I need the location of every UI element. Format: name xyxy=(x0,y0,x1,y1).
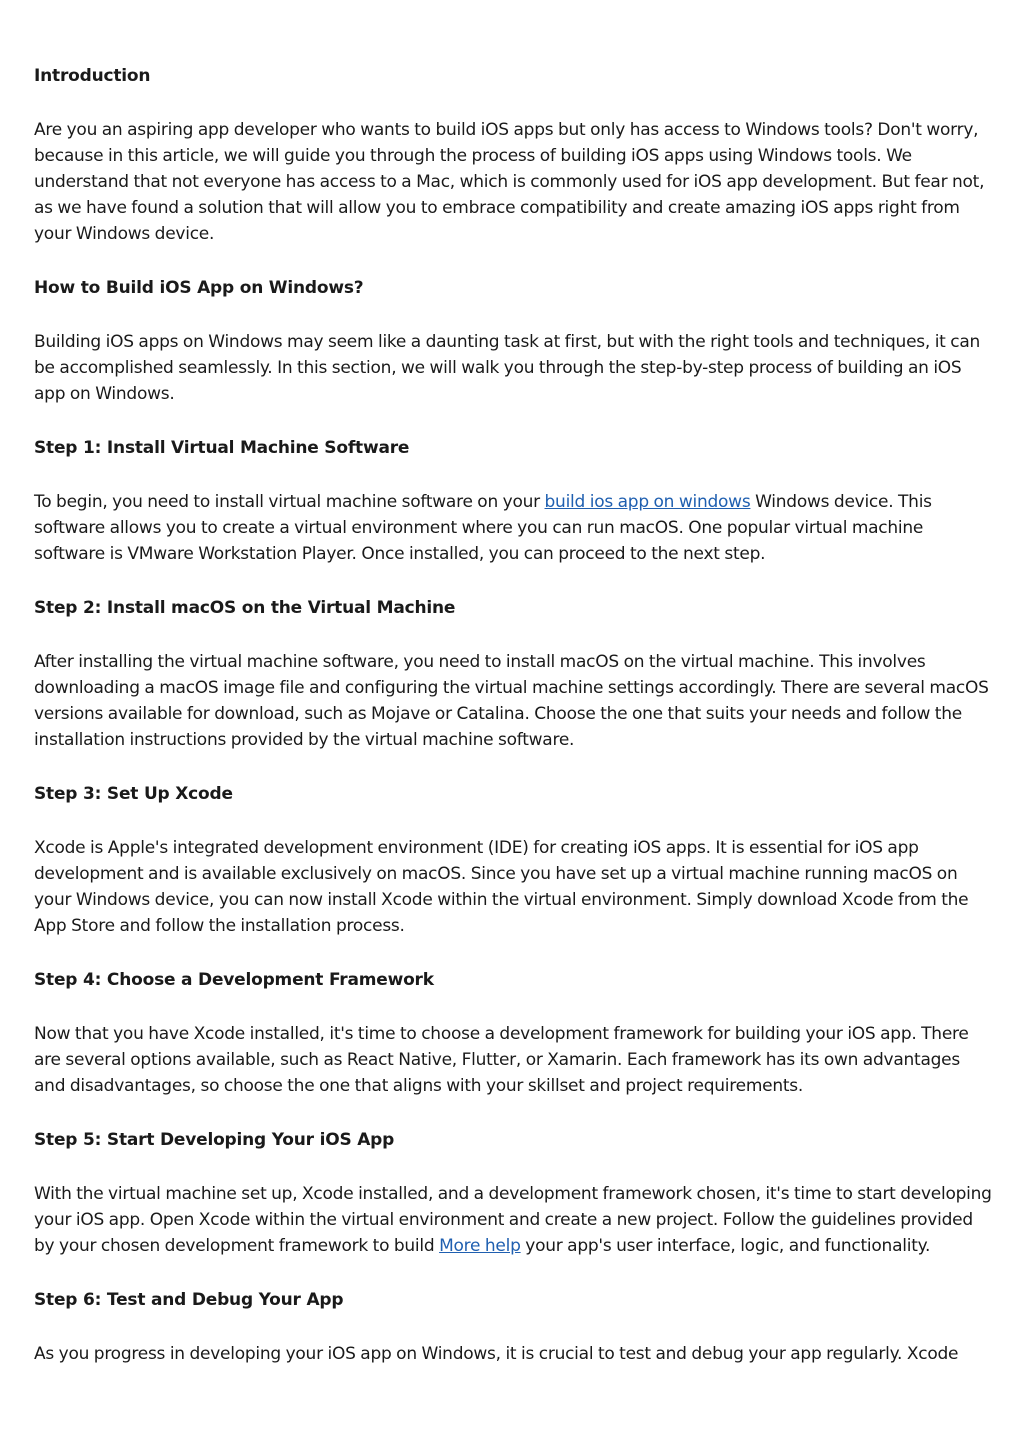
step4-paragraph: Now that you have Xcode installed, it's time to choose a development framework for building your iOS app. There are several options available, such as React Native, Flutter, or Xamarin. Each framework has its own advantages and disadvantages, so choose the one that aligns with your skillset and project requirements. xyxy=(34,1024,969,1096)
build-ios-app-link[interactable]: build ios app on windows xyxy=(544,492,751,512)
intro-heading: Introduction xyxy=(34,66,151,86)
step6-paragraph: As you progress in developing your iOS app on Windows, it is crucial to test and debug your app regularly. Xcode xyxy=(34,1344,959,1364)
step5-text-before: With the virtual machine set up, Xcode installed, and a development framework chosen, it's time to start developing your iOS app. Open Xcode within the virtual environment and create a new project. Follow the guidelines provided by your chosen development framework to build xyxy=(34,1184,992,1256)
step4-heading: Step 4: Choose a Development Framework xyxy=(34,970,434,990)
step5-text-after: your app's user interface, logic, and functionality. xyxy=(520,1236,931,1256)
step1-heading: Step 1: Install Virtual Machine Software xyxy=(34,438,410,458)
howto-heading: How to Build iOS App on Windows? xyxy=(34,278,364,298)
step1-text-before: To begin, you need to install virtual machine software on your xyxy=(34,492,545,512)
step3-paragraph: Xcode is Apple's integrated development environment (IDE) for creating iOS apps. It is essential for iOS app development and is available exclusively on macOS. Since you have set up a virtual machine running macOS on your Windows device, you can now install Xcode within the virtual environment. Simply download Xcode from the App Store and follow the installation process. xyxy=(34,838,969,936)
step3-heading: Step 3: Set Up Xcode xyxy=(34,784,233,804)
step5-paragraph xyxy=(34,1181,994,1259)
step6-heading: Step 6: Test and Debug Your App xyxy=(34,1290,344,1310)
step2-heading: Step 2: Install macOS on the Virtual Machine xyxy=(34,598,456,618)
more-help-link[interactable]: More help xyxy=(439,1236,521,1256)
intro-paragraph: Are you an aspiring app developer who wants to build iOS apps but only has access to Windows tools? Don't worry, because in this article, we will guide you through the process of building iOS apps using Windows tools. We understand that not everyone has access to a Mac, which is commonly used for iOS app development. But fear not, as we have found a solution that will allow you to embrace compatibility and create amazing iOS apps right from your Windows device. xyxy=(34,120,985,244)
step1-paragraph xyxy=(34,489,994,567)
article xyxy=(34,63,994,1395)
step1-text-after: Windows device. This software allows you to create a virtual environment where you can run macOS. One popular virtual machine software is VMware Workstation Player. Once installed, you can proceed to the next step. xyxy=(34,492,932,564)
howto-paragraph: Building iOS apps on Windows may seem like a daunting task at first, but with the right tools and techniques, it can be accomplished seamlessly. In this section, we will walk you through the step-by-step process of building an iOS app on Windows. xyxy=(34,332,981,404)
step2-paragraph: After installing the virtual machine software, you need to install macOS on the virtual machine. This involves downloading a macOS image file and configuring the virtual machine settings accordingly. There are several macOS versions available for download, such as Mojave or Catalina. Choose the one that suits your needs and follow the installation instructions provided by the virtual machine software. xyxy=(34,652,989,750)
step5-heading: Step 5: Start Developing Your iOS App xyxy=(34,1130,395,1150)
